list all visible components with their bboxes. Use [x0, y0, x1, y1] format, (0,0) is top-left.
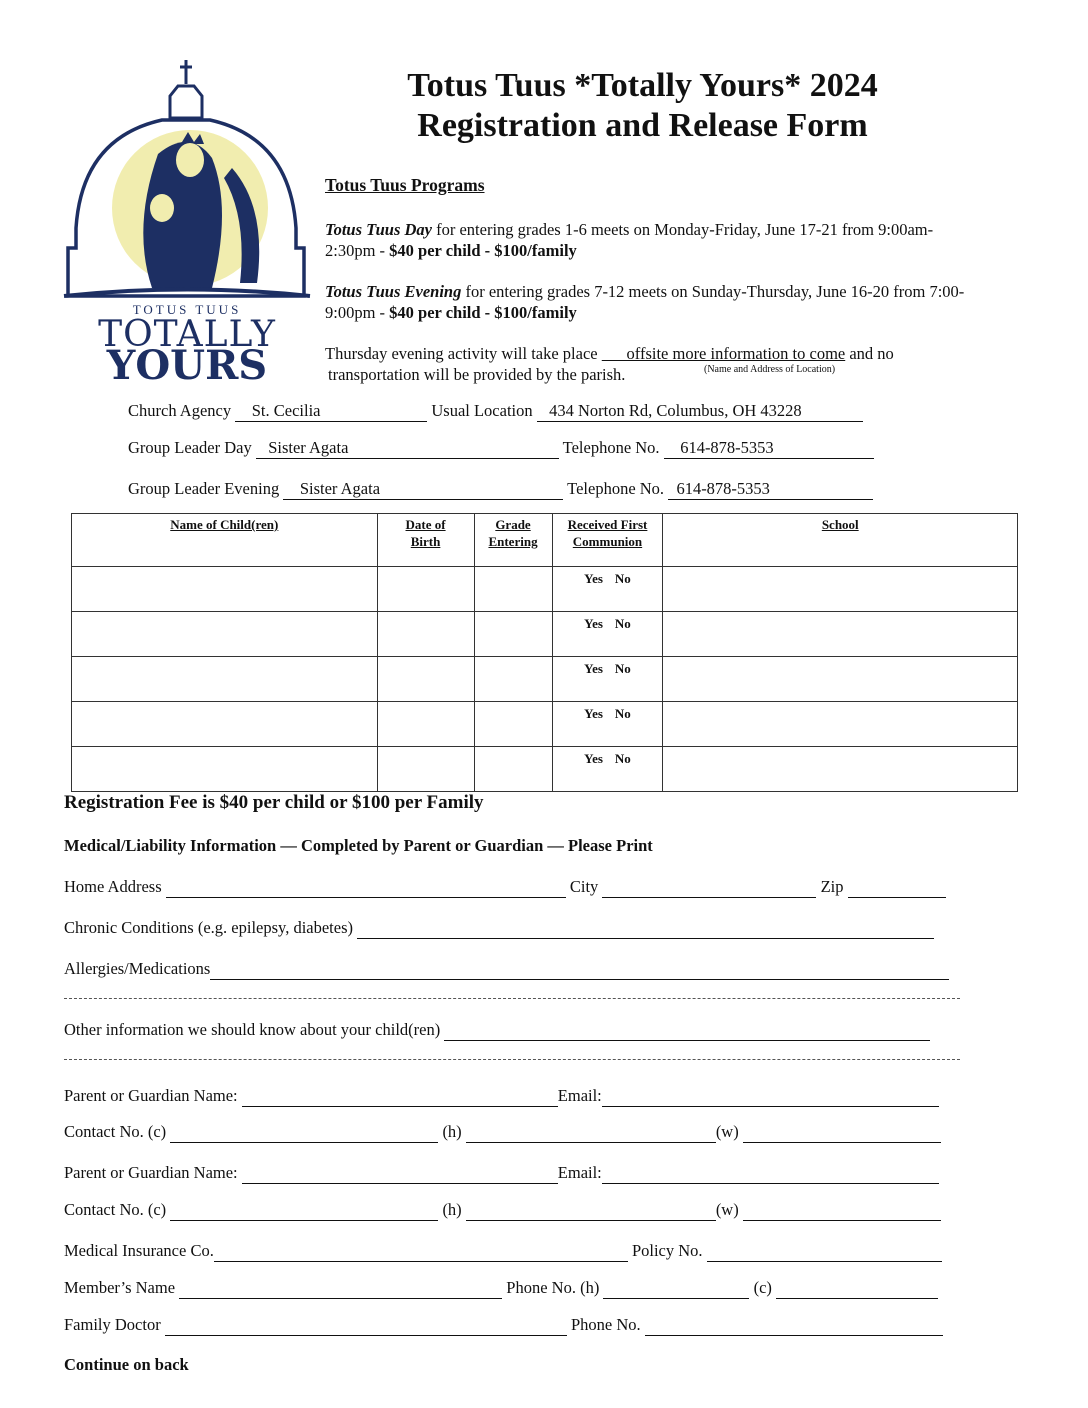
- member-field[interactable]: [179, 1278, 502, 1299]
- allergies-row: [64, 959, 949, 980]
- day-program-text2: 2:30pm -: [325, 241, 390, 260]
- leader-day-label: Group Leader Day: [128, 438, 252, 457]
- no-option[interactable]: No: [614, 616, 631, 631]
- yes-option[interactable]: Yes: [584, 616, 603, 631]
- child-name-cell[interactable]: [72, 657, 378, 702]
- allergies-extra-line[interactable]: [64, 998, 960, 999]
- doctor-label: Family Doctor: [64, 1315, 161, 1334]
- table-row: [72, 567, 1018, 612]
- evening-program-line1: [325, 282, 964, 302]
- day-program-line2: [325, 241, 577, 261]
- guardian1-row: [64, 1086, 939, 1107]
- other-info-extra-line[interactable]: [64, 1059, 960, 1060]
- allergies-field[interactable]: [210, 959, 949, 980]
- phone-day-label: Telephone No.: [562, 438, 660, 457]
- dob-cell[interactable]: [377, 657, 474, 702]
- communion-cell[interactable]: [552, 657, 663, 702]
- usual-location-field[interactable]: 434 Norton Rd, Columbus, OH 43228: [537, 401, 863, 422]
- column-header-school: School: [663, 514, 1018, 567]
- children-table: [71, 513, 1018, 792]
- evening-program-text2: 9:00pm -: [325, 303, 390, 322]
- continue-note: Continue on back: [64, 1355, 189, 1374]
- evening-program-text1: for entering grades 7-12 meets on Sunday-Thursday, June 16-20 from 7:00-: [461, 282, 965, 301]
- allergies-label: Allergies/Medications: [64, 959, 211, 978]
- guardian1-email-label: Email:: [557, 1086, 602, 1105]
- table-row: [72, 747, 1018, 792]
- dob-cell[interactable]: [377, 567, 474, 612]
- home-address-row: [64, 877, 946, 898]
- logo: [62, 58, 312, 389]
- column-header-dob: Date of Birth: [377, 514, 474, 567]
- page-title-line2: Registration and Release Form: [417, 107, 868, 144]
- column-header-name: Name of Child(ren): [72, 514, 378, 567]
- dob-cell[interactable]: [377, 612, 474, 657]
- communion-cell[interactable]: [552, 612, 663, 657]
- chronic-label: Chronic Conditions (e.g. epilepsy, diabetes): [64, 918, 353, 937]
- logo-word-yours: YOURS: [106, 342, 268, 389]
- contact2-work-field[interactable]: [743, 1200, 941, 1221]
- evening-program-price: $40 per child - $100/family: [389, 303, 577, 322]
- child-name-cell[interactable]: [72, 612, 378, 657]
- thursday-activity-line1: [325, 344, 894, 364]
- school-cell[interactable]: [663, 567, 1018, 612]
- day-program-line1: [325, 220, 933, 240]
- column-header-communion: Received First Communion: [552, 514, 663, 567]
- yes-option[interactable]: Yes: [584, 751, 603, 766]
- no-option[interactable]: No: [614, 661, 631, 676]
- contact2-work-label: (w): [715, 1200, 739, 1219]
- school-cell[interactable]: [663, 702, 1018, 747]
- child-name-cell[interactable]: [72, 747, 378, 792]
- phone-day-field[interactable]: 614-878-5353: [664, 438, 874, 459]
- member-phone-cell-label: (c): [753, 1278, 772, 1297]
- registration-fee-heading: Registration Fee is $40 per child or $100 per Family: [64, 792, 484, 813]
- zip-label: Zip: [820, 877, 844, 896]
- contact1-work-label: (w): [715, 1122, 739, 1141]
- other-info-field[interactable]: [444, 1020, 930, 1041]
- city-field[interactable]: [602, 877, 816, 898]
- guardian1-name-label: Parent or Guardian Name:: [64, 1086, 238, 1105]
- guardian1-email-field[interactable]: [602, 1086, 939, 1107]
- guardian1-name-field[interactable]: [242, 1086, 558, 1107]
- guardian2-email-field[interactable]: [602, 1163, 939, 1184]
- communion-cell[interactable]: [552, 747, 663, 792]
- programs-heading: Totus Tuus Programs: [325, 175, 485, 195]
- chronic-row: [64, 918, 934, 939]
- home-address-field[interactable]: [166, 877, 566, 898]
- no-option[interactable]: No: [614, 706, 631, 721]
- leader-evening-field[interactable]: Sister Agata: [283, 479, 563, 500]
- logo-small-text: TOTUS TUUS: [132, 302, 242, 317]
- leader-day-row: [128, 438, 874, 459]
- chronic-field[interactable]: [357, 918, 934, 939]
- yes-option[interactable]: Yes: [584, 661, 603, 676]
- other-info-row: [64, 1020, 930, 1041]
- dob-cell[interactable]: [377, 747, 474, 792]
- member-phone-cell-field[interactable]: [776, 1278, 938, 1299]
- policy-label: Policy No.: [631, 1241, 703, 1260]
- usual-location-label: Usual Location: [431, 401, 533, 420]
- leader-evening-label: Group Leader Evening: [128, 479, 280, 498]
- member-label: Member’s Name: [64, 1278, 176, 1297]
- thursday-location: offsite more information to come: [626, 344, 846, 363]
- leader-day-field[interactable]: Sister Agata: [256, 438, 559, 459]
- contact1-home-field[interactable]: [466, 1122, 716, 1143]
- guardian2-name-label: Parent or Guardian Name:: [64, 1163, 238, 1182]
- insurance-row: [64, 1241, 942, 1262]
- yes-option[interactable]: Yes: [584, 706, 603, 721]
- school-cell[interactable]: [663, 747, 1018, 792]
- thursday-activity-line2: transportation will be provided by the parish.: [328, 365, 626, 384]
- contact2-home-field[interactable]: [466, 1200, 716, 1221]
- member-phone-home-field[interactable]: [603, 1278, 749, 1299]
- grade-cell[interactable]: [474, 747, 552, 792]
- member-row: [64, 1278, 938, 1299]
- guardian1-contact-row: [64, 1122, 941, 1143]
- table-row: [72, 612, 1018, 657]
- doctor-row: [64, 1315, 943, 1336]
- doctor-field[interactable]: [165, 1315, 567, 1336]
- no-option[interactable]: No: [614, 571, 631, 586]
- child-name-cell[interactable]: [72, 567, 378, 612]
- contact2-home-label: (h): [442, 1200, 462, 1219]
- contact1-cell-field[interactable]: [170, 1122, 438, 1143]
- member-phone-home-label: Phone No. (h): [506, 1278, 600, 1297]
- contact1-home-label: (h): [442, 1122, 462, 1141]
- grade-cell[interactable]: [474, 612, 552, 657]
- dob-cell[interactable]: [377, 702, 474, 747]
- guardian2-contact-row: [64, 1200, 941, 1221]
- other-info-label: Other information we should know about your child(ren): [64, 1020, 441, 1039]
- contact2-cell-label: Contact No. (c): [64, 1200, 167, 1219]
- guardian2-email-label: Email:: [557, 1163, 602, 1182]
- phone-evening-label: Telephone No.: [567, 479, 665, 498]
- contact1-work-field[interactable]: [743, 1122, 941, 1143]
- communion-cell[interactable]: [552, 702, 663, 747]
- location-note: (Name and Address of Location): [704, 364, 836, 375]
- yes-option[interactable]: Yes: [584, 571, 603, 586]
- contact1-cell-label: Contact No. (c): [64, 1122, 167, 1141]
- thursday-prefix: Thursday evening activity will take place: [325, 344, 602, 363]
- no-option[interactable]: No: [614, 751, 631, 766]
- thursday-suffix: and no: [845, 344, 894, 363]
- insurance-field[interactable]: [214, 1241, 628, 1262]
- dome-icon: [62, 58, 312, 303]
- page-title-line1: Totus Tuus *Totally Yours* 2024: [407, 67, 878, 104]
- table-header-row: [72, 514, 1018, 567]
- communion-cell[interactable]: [552, 567, 663, 612]
- day-program-text1: for entering grades 1-6 meets on Monday-Friday, June 17-21 from 9:00am-: [431, 220, 934, 239]
- day-program-price: $40 per child - $100/family: [389, 241, 577, 260]
- school-cell[interactable]: [663, 612, 1018, 657]
- column-header-grade: Grade Entering: [474, 514, 552, 567]
- church-agency-field[interactable]: St. Cecilia: [235, 401, 427, 422]
- home-address-label: Home Address: [64, 877, 162, 896]
- phone-evening-field[interactable]: 614-878-5353: [668, 479, 873, 500]
- guardian2-name-field[interactable]: [242, 1163, 558, 1184]
- leader-evening-row: [128, 479, 873, 500]
- medical-heading: Medical/Liability Information — Completed by Parent or Guardian — Please Print: [64, 836, 653, 855]
- grade-cell[interactable]: [474, 657, 552, 702]
- policy-field[interactable]: [707, 1241, 942, 1262]
- contact2-cell-field[interactable]: [170, 1200, 438, 1221]
- evening-program-name: Totus Tuus Evening: [325, 282, 462, 301]
- church-agency-row: [128, 401, 863, 422]
- zip-field[interactable]: [848, 877, 946, 898]
- doctor-phone-field[interactable]: [645, 1315, 943, 1336]
- school-cell[interactable]: [663, 657, 1018, 702]
- doctor-phone-label: Phone No.: [570, 1315, 641, 1334]
- guardian2-row: [64, 1163, 939, 1184]
- insurance-label: Medical Insurance Co.: [64, 1241, 214, 1260]
- church-agency-label: Church Agency: [128, 401, 232, 420]
- evening-program-line2: [325, 303, 577, 323]
- table-row: [72, 702, 1018, 747]
- logo-word-totally: TOTALLY: [98, 314, 276, 355]
- city-label: City: [569, 877, 599, 896]
- child-name-cell[interactable]: [72, 702, 378, 747]
- grade-cell[interactable]: [474, 702, 552, 747]
- day-program-name: Totus Tuus Day: [325, 220, 432, 239]
- table-row: [72, 657, 1018, 702]
- grade-cell[interactable]: [474, 567, 552, 612]
